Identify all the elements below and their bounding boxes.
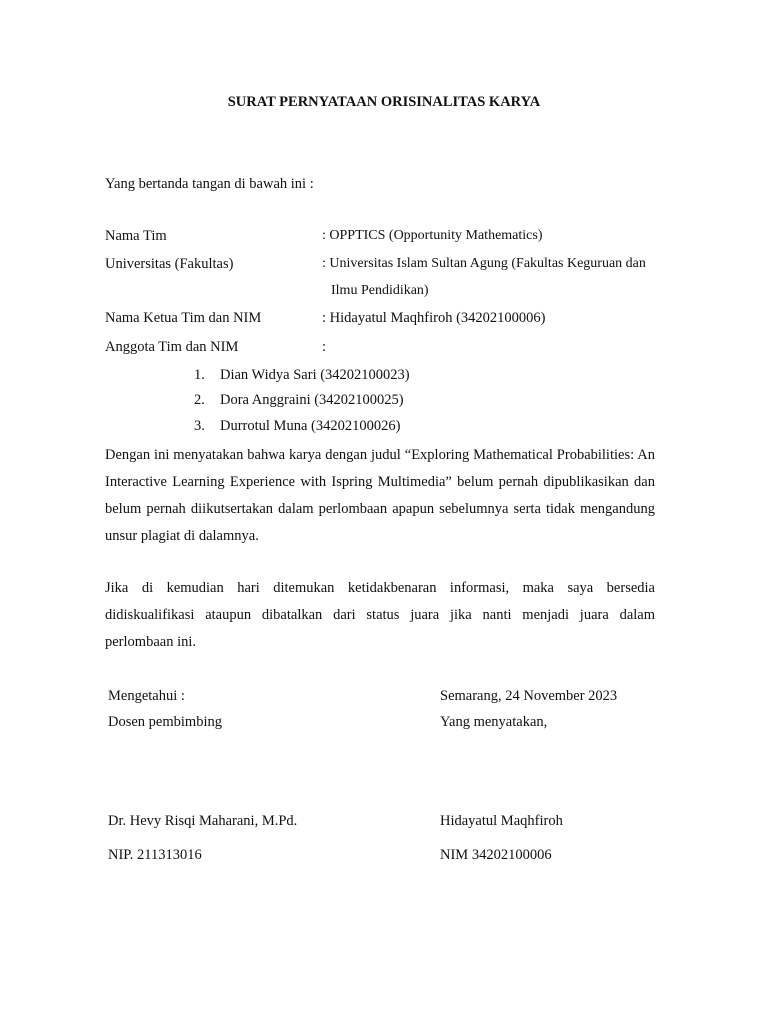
members-value: : [322,339,327,355]
member-number: 2. [194,392,205,408]
statement-paragraph [105,442,655,550]
member-number: 1. [194,367,205,383]
leader-label: Nama Ketua Tim dan NIM [105,310,262,326]
declarant-nim: NIM 34202100006 [440,847,552,863]
university-value-line2: Ilmu Pendidikan) [331,283,429,298]
team-name-label: Nama Tim [105,228,167,244]
intro-text: Yang bertanda tangan di bawah ini : [105,176,314,192]
supervisor-role: Dosen pembimbing [108,714,222,730]
member-item: Durrotul Muna (34202100026) [220,418,401,434]
members-label: Anggota Tim dan NIM [105,339,239,355]
supervisor-nip: NIP. 211313016 [108,847,202,863]
team-name-value: : OPPTICS (Opportunity Mathematics) [322,228,543,243]
document-title: SURAT PERNYATAAN ORISINALITAS KARYA [227,94,541,110]
member-item: Dora Anggraini (34202100025) [220,392,404,408]
disqualification-text: Jika di kemudian hari ditemukan ketidakbenaran informasi, maka saya bersedia didiskualifikasi ataupun dibatalkan dari status juara jika nanti menjadi juara dalam perlombaan ini. [105,580,655,650]
disqualification-paragraph [105,575,655,656]
declarant-name: Hidayatul Maqhfiroh [440,813,563,829]
university-label: Universitas (Fakultas) [105,256,234,272]
supervisor-name: Dr. Hevy Risqi Maharani, M.Pd. [108,813,298,829]
acknowledged-heading: Mengetahui : [108,688,185,704]
statement-text: Dengan ini menyatakan bahwa karya dengan judul “Exploring Mathematical Probabilities: An Interactive Learning Experience with Ispring Multimedia” belum pernah dipublikasikan dan belum pernah diikutsertakan dalam perlombaan apapun sebelumnya serta tidak mengandung unsur plagiat di dalamnya. [105,447,655,544]
university-value-line1: : Universitas Islam Sultan Agung (Fakultas Keguruan dan [322,256,646,271]
place-date: Semarang, 24 November 2023 [440,688,618,704]
member-number: 3. [194,418,205,434]
declarant-role: Yang menyatakan, [440,714,548,730]
leader-value: : Hidayatul Maqhfiroh (34202100006) [322,310,546,326]
member-item: Dian Widya Sari (34202100023) [220,367,410,383]
